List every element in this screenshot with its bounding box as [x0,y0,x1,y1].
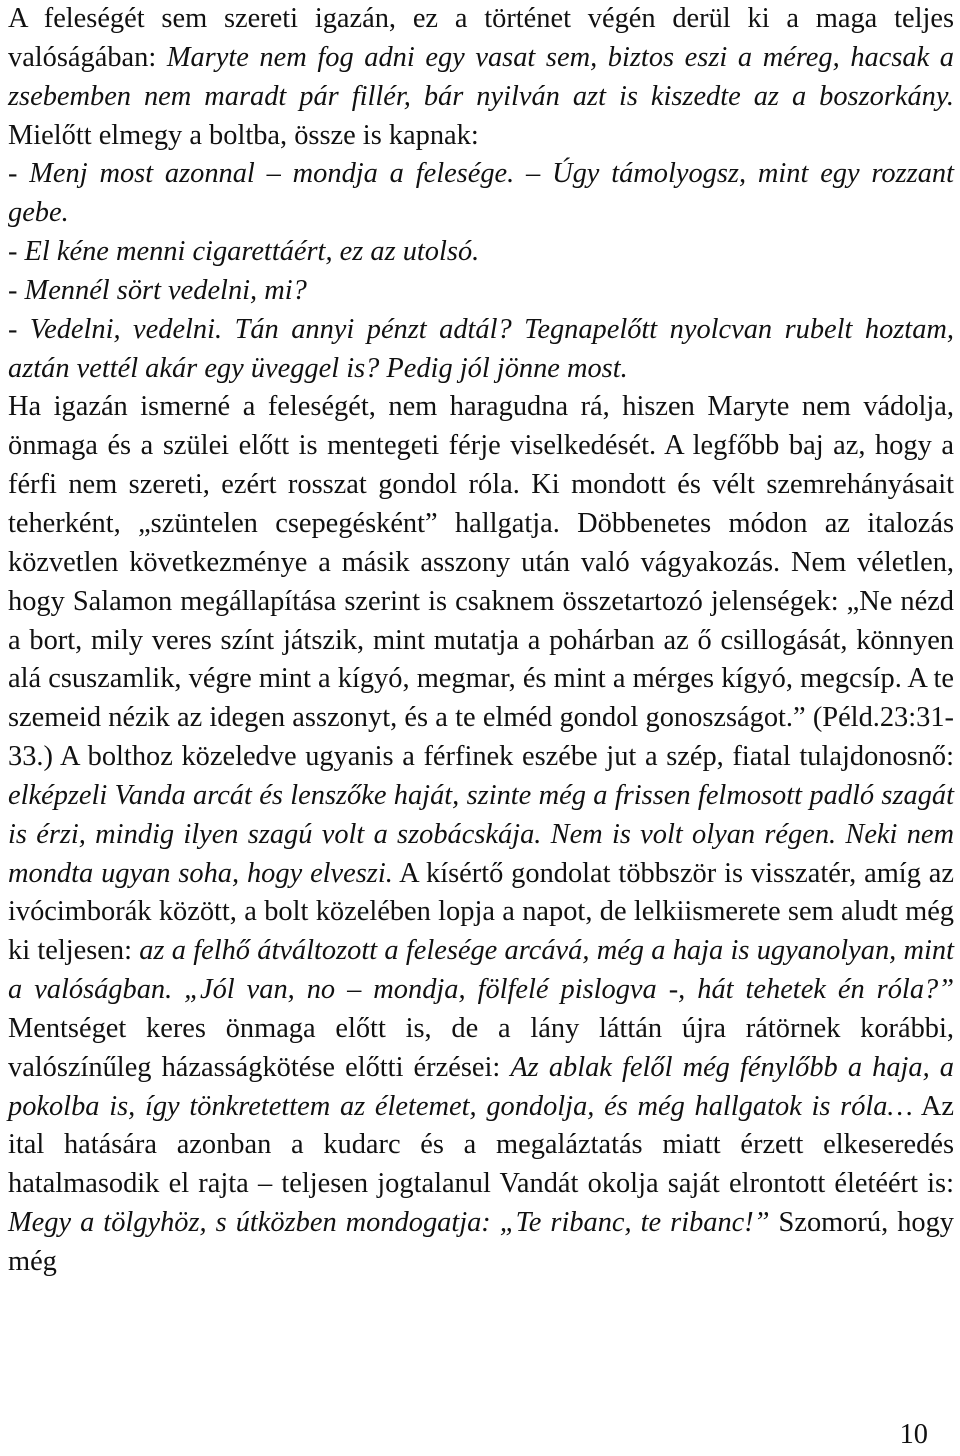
italic-text-run: elképzeli Vanda arcát és lenszőke haját, szinte még a frissen felmosott padló szagát is érzi, mindig ilyen szagú volt a szobácskája. Nem is volt olyan régen. Neki nem mondta ugyan soha, hogy elveszi. [8,779,954,889]
text-run: Szomorú, hogy még [8,1207,954,1277]
italic-text-run: - Menj most azonnal – mondja a felesége. – Úgy támolyogsz, mint egy rozzant gebe. [8,158,954,229]
text-run: Ha igazán ismerné a feleségét, nem haragudna rá, hiszen Maryte nem vádolja, önmaga és a szülei előtt is mentegeti férje viselkedését. A legfőbb baj az, hogy a férfi nem szereti, ezért rosszat gondol róla. Ki mondott és vélt szemrehányásait teherként, „szüntelen csepegésként” hallgatja. Döbbenetes módon az italozás közvetlen következménye a másik asszony után való vágyakozás. Nem véletlen, hogy Salamon megállapítása szerint is csaknem összetartozó jelenségek: „Ne nézd a bort, mily veres színt játszik, mint mutatja a pohárban az ő csillogását, könnyen alá csuszamlik, végre mint a kígyó, megmar, és mint a mérges kígyó, megcsíp. A te szemeid nézik az idegen asszonyt, és a te elméd gondol gonoszságot.” (Péld.23:31-33.) A bolthoz közeledve ugyanis a férfinek eszébe jut a szép, fiatal tulajdonosnő: [8,391,954,773]
document-page [8,0,954,1282]
text-run: A kísértő gondolat többször is visszatér, amíg az ivócimborák között, a bolt közelében lopja a napot, de lelkiismerete sem aludt még ki teljesen: [8,857,954,967]
paragraph [8,272,954,311]
paragraph [8,0,954,155]
text-run: A feleségét sem szereti igazán, ez a történet végén derül ki a maga teljes valóságában: [8,3,954,73]
paragraph [8,311,954,389]
italic-text-run: - Vedelni, vedelni. Tán annyi pénzt adtál? Tegnapelőtt nyolcvan rubelt hoztam, aztán vettél akár egy üveggel is? Pedig jól jönne most. [8,313,954,384]
paragraph [8,155,954,233]
text-run: Mentséget keres önmaga előtt is, de a lány láttán újra rátörnek korábbi, valószínűleg házasságkötése előtti érzései: [8,1012,954,1083]
italic-text-run: - El kéne menni cigarettáért, ez az utolsó. [8,236,480,268]
text-run: Az ital hatására azonban a kudarc és a megaláztatás miatt érzett elkeseredés hatalmasodik el rajta – teljesen jogtalanul Vandát okolja saját elrontott életéért is: [8,1090,954,1200]
page-number: 10 [899,1419,928,1450]
paragraph [8,388,954,1281]
italic-text-run: Az ablak felől még fénylőbb a haja, a pokolba is, így tönkretettem az életemet, gondolja, és még hallgatok is róla… [8,1051,954,1122]
italic-text-run: az a felhő átváltozott a felesége arcává, még a haja is ugyanolyan, mint a valóságban. „Jól van, no – mondja, fölfelé pislogva -, hát tehetek én róla?” [8,935,954,1006]
italic-text-run: Megy a tölgyhöz, s útközben mondogatja: „Te ribanc, te ribanc!” [8,1207,770,1239]
paragraph [8,233,954,272]
text-run: Mielőtt elmegy a boltba, össze is kapnak: [8,119,479,151]
italic-text-run: - Mennél sört vedelni, mi? [8,274,307,306]
italic-text-run: Maryte nem fog adni egy vasat sem, biztos eszi a méreg, hacsak a zsebemben nem maradt pár fillér, bár nyilván azt is kiszedte az a boszorkány. [8,41,954,112]
